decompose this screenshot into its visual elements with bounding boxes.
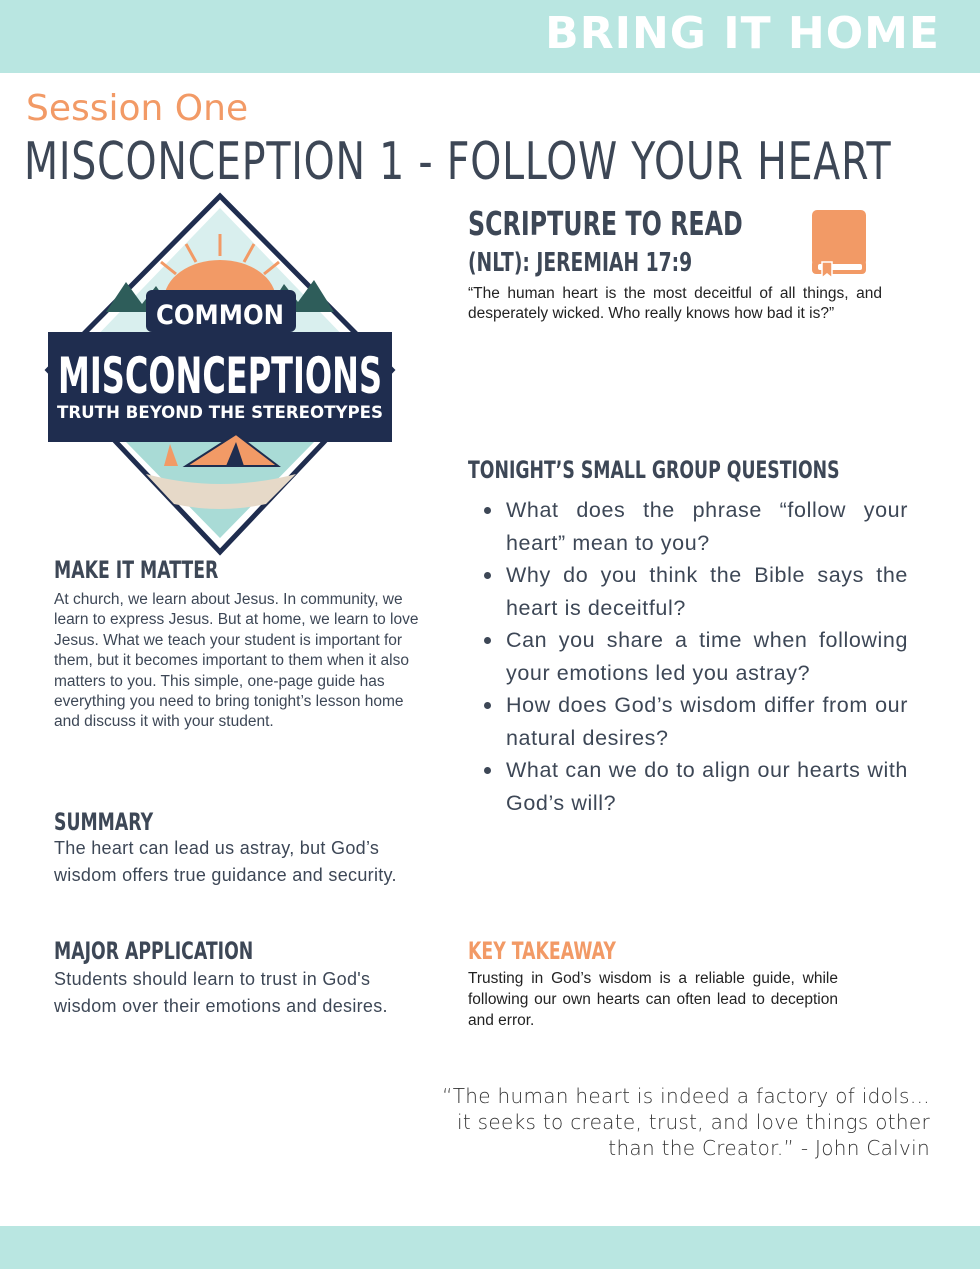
- logo-main-text: MISCONCEPTIONS: [58, 347, 382, 405]
- question-item: How does God’s wisdom differ from our natural desires?: [506, 689, 908, 754]
- key-takeaway-heading: KEY TAKEAWAY: [468, 937, 616, 965]
- scripture-verse: “The human heart is the most deceitful of all things, and desperately wicked. Who really knows how bad it is?”: [468, 285, 882, 322]
- logo-tagline-text: TRUTH BEYOND THE STEREOTYPES: [57, 403, 383, 423]
- session-label: Session One: [26, 88, 249, 129]
- header-bar: [0, 0, 980, 73]
- questions-heading: TONIGHT’S SMALL GROUP QUESTIONS: [468, 456, 840, 484]
- header-title: BRING IT HOME: [545, 8, 940, 59]
- major-application-body: Students should learn to trust in God's wisdom over their emotions and desires.: [54, 969, 388, 1016]
- major-application-heading: MAJOR APPLICATION: [54, 937, 254, 965]
- key-takeaway-body: Trusting in God’s wisdom is a reliable guide, while following our own hearts can often lead to deception and error.: [468, 970, 838, 1029]
- common-misconceptions-logo: [46, 194, 394, 556]
- logo-top-text: COMMON: [156, 300, 284, 331]
- make-it-matter-body: At church, we learn about Jesus. In community, we learn to express Jesus. But at home, we learn to love Jesus. What we teach your student is important for them, but it becomes important to them when it also matters to you. This simple, one-page guide has everything you need to bring tonight’s lesson home and discuss it with your student.: [54, 591, 419, 731]
- footer-bar: [0, 1226, 980, 1269]
- scripture-reference: (NLT): JEREMIAH 17:9: [468, 248, 693, 278]
- bible-book-icon: [810, 210, 868, 278]
- question-item: What can we do to align our hearts with God’s will?: [506, 754, 908, 819]
- question-item: Can you share a time when following your emotions led you astray?: [506, 624, 908, 689]
- make-it-matter-heading: MAKE IT MATTER: [54, 556, 219, 584]
- summary-heading: SUMMARY: [54, 808, 154, 836]
- scripture-heading: SCRIPTURE TO READ: [468, 204, 743, 243]
- question-item: What does the phrase “follow your heart” mean to you?: [506, 494, 908, 559]
- page-title: MISCONCEPTION 1 - FOLLOW YOUR HEART: [24, 132, 892, 192]
- question-item: Why do you think the Bible says the heart is deceitful?: [506, 559, 908, 624]
- questions-list: [468, 494, 908, 819]
- john-calvin-quote: “The human heart is indeed a factory of idols… it seeks to create, trust, and love things other than the Creator.” - John Calvin: [442, 1084, 930, 1160]
- summary-body: The heart can lead us astray, but God’s wisdom offers true guidance and security.: [54, 838, 397, 885]
